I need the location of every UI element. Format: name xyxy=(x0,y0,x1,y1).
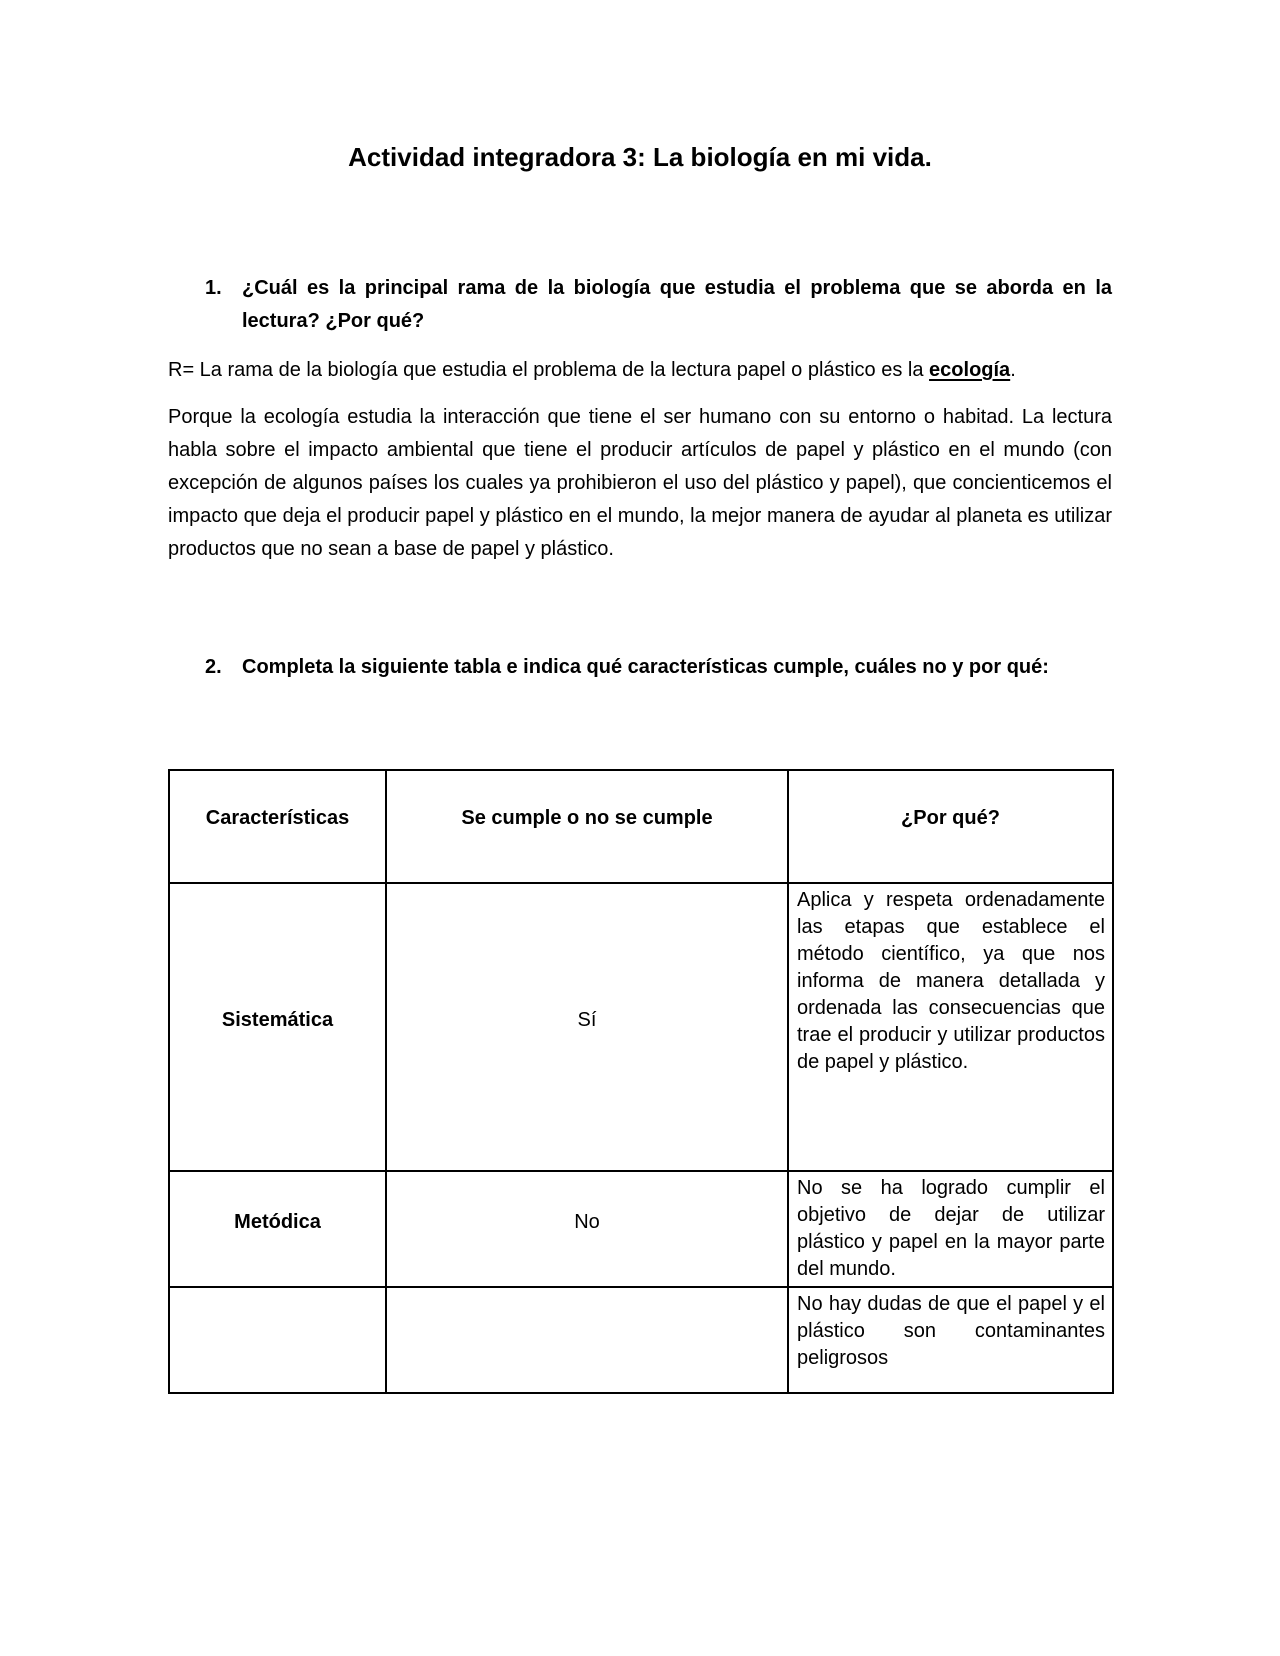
question-number: 2. xyxy=(205,656,222,678)
cell-se-cumple xyxy=(386,1287,788,1393)
explanation-paragraph: Porque la ecología estudia la interacción que tiene el ser humano con su entorno o habitad. La lectura habla sobre el impacto ambiental que tiene el producir artículos de papel y plástico en el mundo (con excepción de algunos países los cuales ya prohibieron el uso del plástico y papel), que concienticemos el impacto que deja el producir papel y plástico en el mundo, la mejor manera de ayudar al planeta es utilizar productos que no sean a base de papel y plástico. xyxy=(168,406,1112,560)
question-text: ¿Cuál es la principal rama de la biología que estudia el problema que se aborda en la lectura? ¿Por qué? xyxy=(242,277,1112,332)
cell-por-que: Aplica y respeta ordenadamente las etapas que establece el método científico, ya que nos informa de manera detallada y ordenada las consecuencias que trae el producir y utilizar productos de papel y plástico. xyxy=(788,883,1113,1171)
table-row-metodica xyxy=(169,1171,1113,1287)
cell-caracteristica: Sistemática xyxy=(169,883,386,1171)
question-item-2 xyxy=(168,651,1112,684)
answer-lead-text: R= La rama de la biología que estudia el problema de la lectura papel o plástico es la xyxy=(168,359,930,381)
cell-caracteristica: Metódica xyxy=(169,1171,386,1287)
document-title: Actividad integradora 3: La biología en mi vida. xyxy=(348,142,932,172)
characteristics-table xyxy=(168,769,1114,1394)
cell-se-cumple: No xyxy=(386,1171,788,1287)
question-number: 1. xyxy=(205,277,222,299)
answer-paragraph xyxy=(168,354,1112,387)
table-header-row xyxy=(169,770,1113,883)
question-item-1 xyxy=(168,272,1112,338)
cell-por-que: No se ha logrado cumplir el objetivo de dejar de utilizar plástico y papel en la mayor parte del mundo. xyxy=(788,1171,1113,1287)
cell-se-cumple: Sí xyxy=(386,883,788,1171)
highlighted-term: ecología xyxy=(929,359,1011,381)
table-row-sistematica xyxy=(169,883,1113,1171)
cell-por-que: No hay dudas de que el papel y el plástico son contaminantes peligrosos xyxy=(788,1287,1113,1393)
question-text: Completa la siguiente tabla e indica qué características cumple, cuáles no y por qué: xyxy=(242,656,1049,678)
cell-caracteristica xyxy=(169,1287,386,1393)
header-se-cumple: Se cumple o no se cumple xyxy=(386,770,788,883)
answer-tail-text: . xyxy=(1010,359,1016,381)
header-por-que: ¿Por qué? xyxy=(788,770,1113,883)
header-caracteristicas: Características xyxy=(169,770,386,883)
table-row-continuation xyxy=(169,1287,1113,1393)
